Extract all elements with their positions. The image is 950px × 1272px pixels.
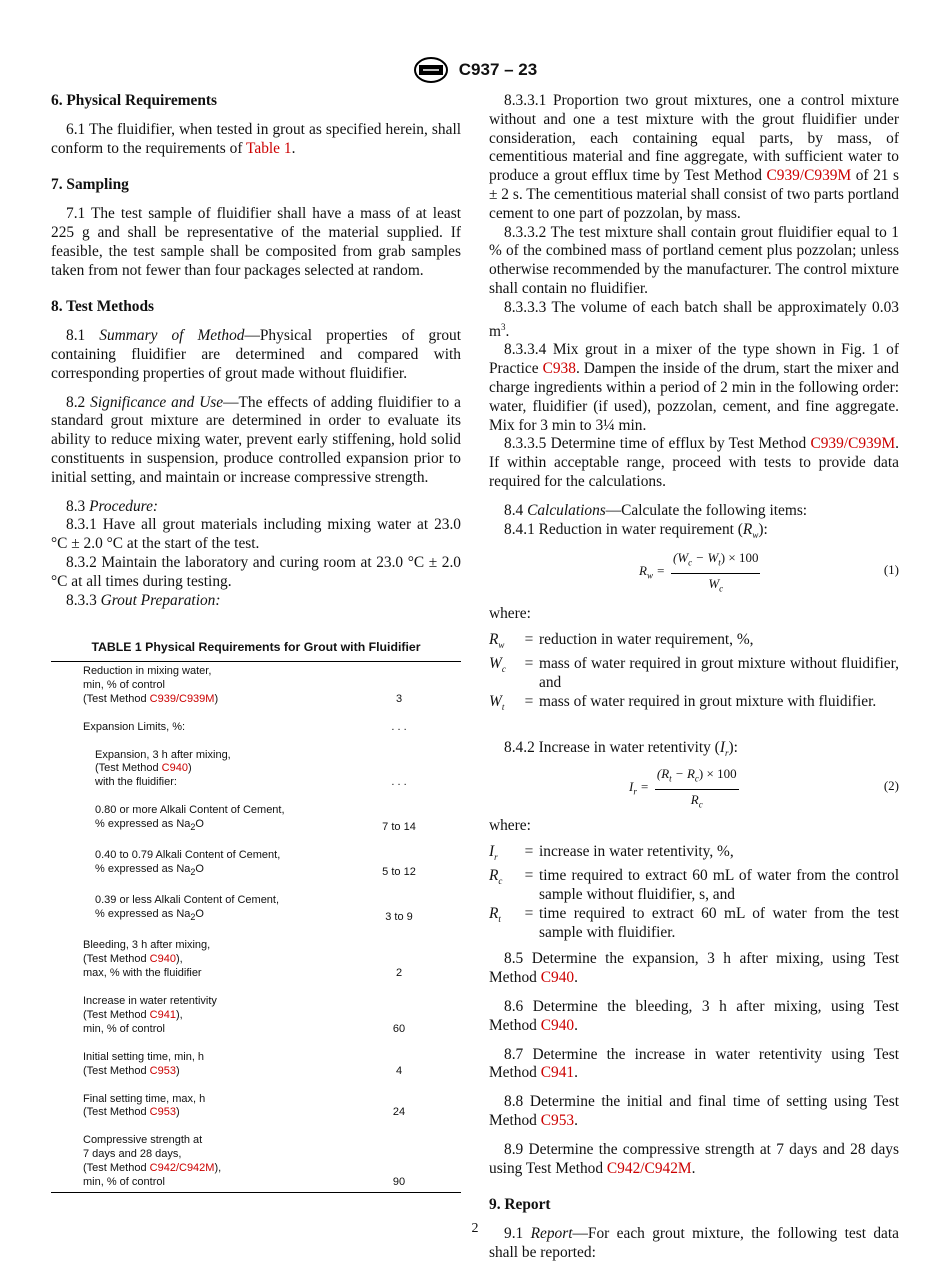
table-1 [51,641,461,1193]
table-row [51,1134,461,1190]
table-body [51,661,461,1193]
c953-link[interactable]: C953 [540,1111,575,1129]
test-method-link[interactable]: C940 [149,953,176,966]
para-8-3-3-1: 8.3.3.1 Proportion two grout mixtures, one a control mixture without and one a test mixture with the grout fluidifier under consideration, each containing equal parts, by mass, of cementitious material and fine aggregate, with sufficient water to produce a grout efflux time by Test Method C939/C939M of 21 s ± 2 s. The cementitious material shall consist of two parts portland cement to one part of pozzolan, by mass. [489,92,900,222]
para-8-1: 8.1 Summary of Method—Physical properties of grout containing fluidifier are determined and compared with corresponding properties of grout made without fluidifier. [51,327,461,382]
table-row-line: Initial setting time, min, h [83,1050,205,1063]
table-row-value: 3 to 9 [385,911,413,924]
section-9-title: 9. Report [489,1196,551,1214]
para-8-3: 8.3 Procedure: [66,497,159,515]
table-row-value: 2 [395,967,403,980]
equation-2: $I_r$ = $\frac{(R_t - R_c) \times 100}{R_c}$ (2) [629,765,899,810]
where-description: mass of water required in grout mixture without fluidifier, and [539,655,899,691]
table-title: TABLE 1 Physical Requirements for Grout with Fluidifier [91,640,421,654]
section-8-title: 8. Test Methods [51,298,155,316]
where-item: $I_r$ = increase in water retentivity, %, [489,843,899,867]
table-row-line: 0.39 or less Alkali Content of Cement, [95,894,280,907]
table-row-label [51,849,351,880]
c939-link[interactable]: C939/C939M [766,167,852,185]
right-column [489,92,899,1263]
c941-link[interactable]: C941 [540,1064,575,1082]
para-8-8: 8.8 Determine the initial and final time of setting using Test Method C953. [489,1093,899,1129]
table-row [51,1051,461,1079]
test-method-link[interactable]: C941 [149,1008,176,1021]
where-symbol: $I_r$ [489,843,498,863]
page-number: 2 [471,1221,479,1236]
table-row-line: Expansion Limits, %: [83,720,186,733]
table-row-line: 7 days and 28 days, [83,1148,182,1161]
designation: C937 – 23 [458,60,538,79]
left-column [51,92,461,610]
table-row-label [51,1051,351,1079]
table-row-label [51,749,351,791]
table-row-line: min, % of control [83,1022,165,1035]
para-8-4-2: 8.4.2 Increase in water retentivity $(I_r)$: [504,738,738,758]
where-symbol: $R_w$ [489,631,505,651]
where-description: time required to extract 60 mL of water from the test sample with fluidifier. [539,904,899,941]
table-row-label [51,721,351,735]
table-row-label [51,1093,351,1121]
where-item: $R_t$ = time required to extract 60 mL of water from the test sample with fluidifier. [489,904,899,941]
table-row [51,665,461,707]
section-7-title: 7. Sampling [51,176,129,194]
table-row-line: min, % of control [83,1176,165,1189]
para-8-3-2: 8.3.2 Maintain the laboratory and curing room at 23.0 °C ± 2.0 °C at all times during testing. [51,553,461,590]
table-row-line: (Test Method C941), [83,1008,183,1021]
table-row-line: (Test Method C940) [95,762,192,775]
table-row [51,894,461,925]
test-method-link[interactable]: C942/C942M [149,1162,215,1175]
page-header [0,56,950,84]
equation-2-number: (2) [883,777,899,793]
table-row-line: min, % of control [83,678,165,691]
para-8-2: 8.2 Significance and Use—The effects of adding fluidifier to a standard grout mixture are determined in order to evaluate its ability to reduce mixing water, prevent early stiffening, hold solid constituents in suspension, produce controlled expansion prior to initial setting, and maintain or increase compressive strength. [51,393,461,486]
test-method-link[interactable]: C953 [149,1064,176,1077]
section-6-title: 6. Physical Requirements [51,92,218,109]
table-row [51,1093,461,1121]
table-row-line: Increase in water retentivity [83,994,217,1007]
table-1-link[interactable]: Table 1 [246,139,292,157]
c939-link-2[interactable]: C939/C939M [810,435,896,453]
para-8-4: 8.4 Calculations—Calculate the following items: [504,501,808,519]
table-row-line: (Test Method C939/C939M) [83,692,219,705]
table-row-line: % expressed as $Na_2O$ [95,908,204,923]
where-description: mass of water required in grout mixture with fluidifier. [539,692,877,710]
where-1: where: [489,604,531,622]
para-6-1: 6.1 The fluidifier, when tested in grout as specified herein, shall conform to the requirements of Table 1. [51,120,461,157]
table-row [51,849,461,880]
table-row-line: with the fluidifier: [95,776,177,789]
test-method-link[interactable]: C940 [161,762,188,775]
table-row-line: % expressed as $Na_2O$ [95,818,204,833]
table-row-line: Expansion, 3 h after mixing, [95,748,231,761]
table-row [51,804,461,835]
where-2: where: [489,816,531,834]
table-row-value: . . . [391,720,407,733]
table-row-line: (Test Method C942/C942M), [83,1162,222,1175]
table-row-line: Bleeding, 3 h after mixing, [83,939,211,952]
c942-link[interactable]: C942/C942M [606,1159,692,1177]
c940-link-2[interactable]: C940 [540,1016,575,1034]
where-symbol: $R_c$ [489,867,503,887]
where-description: reduction in water requirement, %, [539,631,754,649]
para-9-1: 9.1 Report—For each grout mixture, the following test data shall be reported: [489,1225,899,1261]
where-symbol: $W_t$ [489,692,505,712]
para-8-3-3-4: 8.3.3.4 Mix grout in a mixer of the type shown in Fig. 1 of Practice C938. Dampen the inside of the drum, start the mixer and charge ingredients within a period of 2 min in the following order: water, fluidifier (if used), pozzolan, cement, and fine aggregate. Mix for 3 min to 3¼ min. [489,341,899,434]
para-8-3-3-5: 8.3.3.5 Determine time of efflux by Test Method C939/C939M. If within acceptable range, proceed with tests to provide data required for the calculations. [489,435,899,491]
table-row-value: 90 [392,1176,406,1189]
equation-1-number: (1) [883,561,899,577]
table-row-value: 7 to 14 [382,821,416,834]
para-8-3-3-3: 8.3.3.3 The volume of each batch shall be approximately 0.03 $m^3$. [489,298,899,340]
table-row-value: . . . [391,776,407,789]
table-row-line: Reduction in mixing water, [83,664,212,677]
para-7-1: 7.1 The test sample of fluidifier shall have a mass of at least 225 g and shall be representative of the material supplied. If feasible, the test sample shall be composited from grab samples taken from not fewer than four packages selected at random. [51,205,461,279]
table-row-value: 3 [395,692,403,705]
table-row-label [51,939,351,981]
table-row-value: 4 [395,1064,403,1077]
table-row-line: 0.80 or more Alkali Content of Cement, [95,804,285,817]
para-8-4-1: 8.4.1 Reduction in water requirement $(R_w)$: [504,520,768,540]
para-8-6: 8.6 Determine the bleeding, 3 h after mixing, using Test Method C940. [489,998,899,1034]
para-8-3-3-2: 8.3.3.2 The test mixture shall contain grout fluidifier equal to 1 % of the combined mass of portland cement plus pozzolan; unless otherwise recommended by the manufacturer. The control mixture shall contain no fluidifier. [489,223,899,297]
table-row [51,995,461,1037]
table-row-line: (Test Method C940), [83,953,183,966]
test-method-link[interactable]: C953 [149,1106,176,1119]
test-method-link[interactable]: C939/C939M [149,692,215,705]
c940-link[interactable]: C940 [540,969,575,987]
table-row-line: (Test Method C953) [83,1106,180,1119]
where-list-1 [489,631,899,716]
table-row-line: 0.40 to 0.79 Alkali Content of Cement, [95,849,281,862]
table-row-line: max, % with the fluidifier [83,967,202,980]
table-row-value: 60 [392,1022,406,1035]
where-description: time required to extract 60 mL of water from the control sample without fluidifier, s, and [539,867,899,904]
table-row-line: % expressed as $Na_2O$ [95,863,204,878]
c938-link[interactable]: C938 [542,360,576,378]
table-row-value: 5 to 12 [382,866,416,879]
para-8-5: 8.5 Determine the expansion, 3 h after mixing, using Test Method C940. [489,950,899,987]
table-row-label [51,1134,351,1190]
table-row-label [51,995,351,1037]
where-item: $W_c$ = mass of water required in grout mixture without fluidifier, and [489,655,899,691]
where-list-2 [489,843,899,942]
equation-1: $R_w$ = $\frac{(W_c - W_t) \times 100}{W_c}$ (1) [639,549,899,594]
where-item: $W_t$ = mass of water required in grout mixture with fluidifier. [489,693,899,717]
where-symbol: $W_c$ [489,655,506,675]
table-row [51,939,461,981]
table-row-value: 24 [392,1106,406,1119]
para-8-3-1: 8.3.1 Have all grout materials including mixing water at 23.0 °C ± 2.0 °C at the start of the test. [51,516,461,553]
table-row-line: Final setting time, max, h [83,1092,206,1105]
table-row-label [51,804,351,835]
where-item: $R_c$ = time required to extract 60 mL of water from the control sample without fluidifier, s, and [489,867,899,904]
para-8-7: 8.7 Determine the increase in water retentivity using Test Method C941. [489,1045,899,1082]
where-item: $R_w$ = reduction in water requirement, %, [489,631,899,655]
table-row-line: Compressive strength at [83,1134,203,1147]
table-row [51,721,461,735]
para-8-9: 8.9 Determine the compressive strength at 7 days and 28 days using Test Method C942/C942M. [489,1140,899,1177]
astm-logo-icon [413,56,449,84]
table-row [51,749,461,791]
table-row-label [51,665,351,707]
table-row-label [51,894,351,925]
table-row-line: (Test Method C953) [83,1064,180,1077]
where-description: increase in water retentivity, %, [539,843,734,861]
para-8-3-3: 8.3.3 Grout Preparation: [66,591,221,609]
where-symbol: $R_t$ [489,904,501,924]
